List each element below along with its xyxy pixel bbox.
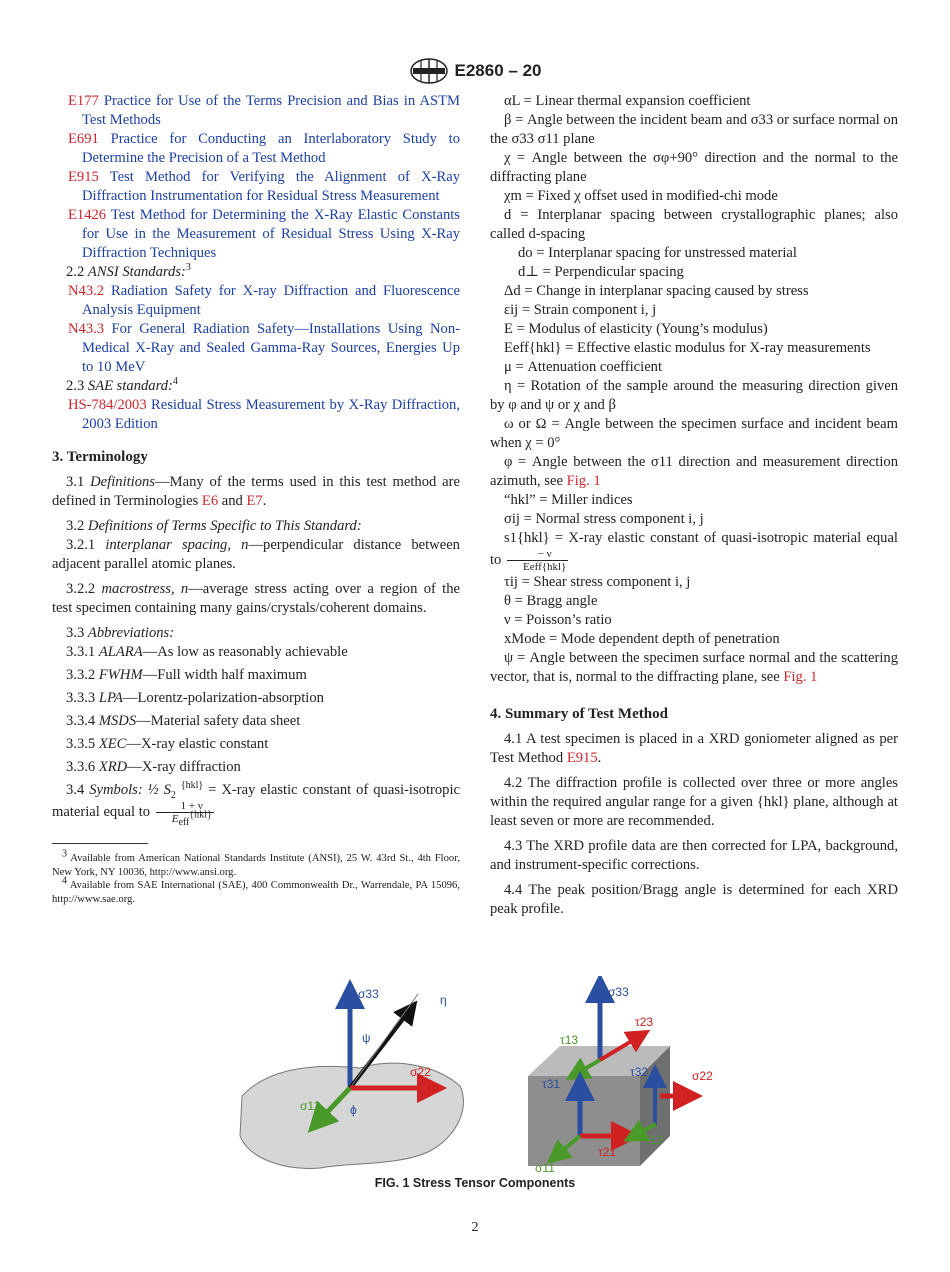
symbol-chi-m: χm = Fixed χ offset used in modified-chi mode	[504, 188, 778, 204]
symbol-omega: ω or Ω = Angle between the specimen surface and incident beam when χ = 0°	[490, 416, 898, 451]
symbol-delta-d: Δd = Change in interplanar spacing caused by stress	[504, 283, 809, 299]
abbrev-item: 3.3.2 FWHM—Full width half maximum	[66, 667, 307, 683]
label-t32: τ32	[630, 1065, 649, 1079]
symbol-chi: χ = Angle between the σφ+90° direction and the normal to the diffracting plane	[490, 150, 898, 185]
symbol-hkl: “hkl” = Miller indices	[504, 492, 633, 508]
symbol-alpha: αL = Linear thermal expansion coefficient	[504, 93, 751, 109]
section-4-3: 4.3 The XRD profile data are then corrected for LPA, background, and instrument-specific corrections.	[490, 838, 898, 873]
section-3-1: 3.1 Definitions—Many of the terms used in this test method are defined in Terminologies E6 and E7.	[52, 474, 460, 509]
link-e7[interactable]: E7	[246, 493, 263, 509]
footnote-3: $^3$ Available from American National Standards Institute (ANSI), 25 W. 43rd St., 4th Floor, New York, NY 10036, http://www.ansi.org.	[52, 848, 460, 878]
right-column	[490, 92, 898, 919]
section-4-1: 4.1 A test specimen is placed in a XRD goniometer aligned as per Test Method E915.	[490, 731, 898, 766]
astm-logo-icon	[409, 57, 449, 85]
symbol-tau: τij = Shear stress component i, j	[504, 574, 691, 590]
abbrev-item: 3.3.3 LPA—Lorentz-polarization-absorption	[66, 690, 324, 706]
symbol-d: d = Interplanar spacing between crystallographic planes; also called d-spacing	[490, 207, 898, 242]
label-phi: ϕ	[350, 1103, 357, 1117]
ref-n43-2[interactable]: N43.2 Radiation Safety for X-ray Diffraction and Fluorescence Analysis Equipment	[68, 283, 460, 318]
section-3-2: 3.2 Definitions of Terms Specific to This Standard:	[66, 518, 362, 534]
label-s11-right: σ11	[535, 1161, 555, 1175]
ref-hs-784[interactable]: HS-784/2003 Residual Stress Measurement by X-Ray Diffraction, 2003 Edition	[68, 397, 460, 432]
label-psi: ψ	[362, 1031, 371, 1045]
symbol-phi: φ = Angle between the σ11 direction and measurement direction azimuth, see Fig. 1	[490, 454, 898, 489]
stress-tensor-figure	[230, 976, 720, 1176]
label-eta: η	[440, 993, 447, 1007]
ref-n43-3[interactable]: N43.3 For General Radiation Safety—Installations Using Non-Medical X-Ray and Sealed Gamma-Ray Sources, Energies Up to 10 MeV	[68, 321, 460, 375]
sae-subheading: 2.3 SAE standard:$^4$	[66, 376, 178, 394]
summary-heading: 4. Summary of Test Method	[490, 706, 668, 722]
link-fig-1[interactable]: Fig. 1	[783, 669, 818, 685]
ref-e915[interactable]: E915 Test Method for Verifying the Alignment of X-Ray Diffraction Instrumentation for Residual Stress Measurement	[68, 169, 460, 204]
label-t12: τ12	[645, 1133, 664, 1147]
label-s22-right: σ22	[692, 1069, 713, 1083]
left-column	[52, 92, 460, 906]
symbol-mu: μ = Attenuation coefficient	[504, 359, 663, 375]
standard-designation: E2860 – 20	[454, 61, 542, 80]
label-t13: τ13	[560, 1033, 579, 1047]
ansi-subheading: 2.2 ANSI Standards:$^3$	[66, 262, 191, 280]
fraction: $\frac{- \nu}{\text{Eeff\{hkl\}}}$	[507, 548, 568, 573]
section-3-3: 3.3 Abbreviations:	[66, 625, 175, 641]
symbol-sigma: σij = Normal stress component i, j	[504, 511, 704, 527]
label-s11-left: σ11	[300, 1099, 320, 1113]
abbrev-item: 3.3.6 XRD—X-ray diffraction	[66, 759, 241, 775]
symbol-s1: s1{hkl} = X-ray elastic constant of quasi-isotropic material equal to $\frac{- \nu}{\text{Eeff\{hkl\}}}$	[490, 530, 898, 573]
link-e6[interactable]: E6	[201, 493, 219, 509]
ref-e1426[interactable]: E1426 Test Method for Determining the X-Ray Elastic Constants for Use in the Measurement of Residual Stress Using X-Ray Diffraction Techniques	[68, 207, 460, 261]
link-fig-1[interactable]: Fig. 1	[566, 473, 601, 489]
symbol-beta: β = Angle between the incident beam and σ33 or surface normal on the σ33 σ11 plane	[490, 112, 898, 147]
label-s33-left: σ33	[358, 987, 379, 1001]
abbrev-item: 3.3.1 ALARA—As low as reasonably achievable	[66, 644, 348, 660]
section-4-4: 4.4 The peak position/Bragg angle is determined for each XRD peak profile.	[490, 882, 898, 917]
link-e915[interactable]: E915	[566, 750, 598, 766]
page-header	[0, 57, 950, 85]
label-t23: τ23	[635, 1015, 654, 1029]
label-s33-right: σ33	[608, 985, 629, 999]
label-t21: τ21	[598, 1145, 617, 1159]
figure-caption: FIG. 1 Stress Tensor Components	[374, 1176, 576, 1190]
section-3-2-1: 3.2.1 interplanar spacing, n—perpendicular distance between adjacent parallel atomic planes.	[52, 537, 460, 572]
symbol-nu: ν = Poisson’s ratio	[504, 612, 612, 628]
symbol-e-eff: Eeff{hkl} = Effective elastic modulus for X-ray measurements	[504, 340, 871, 356]
symbol-d-o: do = Interplanar spacing for unstressed material	[518, 245, 797, 261]
section-3-2-2: 3.2.2 macrostress, n—average stress acting over a region of the test specimen containing many gains/crystals/coherent domains.	[52, 581, 460, 616]
section-4-2: 4.2 The diffraction profile is collected over three or more angles within the required angular range for a given {hkl} plane, although at least seven or more are recommended.	[490, 775, 898, 829]
symbol-psi: ψ = Angle between the specimen surface normal and the scattering vector, that is, normal to the diffracting plane, see Fig. 1	[490, 650, 898, 685]
symbol-theta: θ = Bragg angle	[504, 593, 598, 609]
abbrev-item: 3.3.5 XEC—X-ray elastic constant	[66, 736, 269, 752]
section-3-4: 3.4 Symbols: ½ $S_2$ $^{\{hkl\}}$ = X-ray elastic constant of quasi-isotropic material equal to $\frac{1 + \nu}{E_{eff}^{\{hkl\}}}$	[52, 780, 460, 829]
label-t31: τ31	[542, 1077, 561, 1091]
fraction: $\frac{1 + \nu}{E_{eff}^{\{hkl\}}}$	[156, 800, 214, 825]
symbol-epsilon: εij = Strain component i, j	[504, 302, 657, 318]
page-number: 2	[471, 1220, 479, 1235]
symbol-e: E = Modulus of elasticity (Young’s modulus)	[504, 321, 768, 337]
abbrev-item: 3.3.4 MSDS—Material safety data sheet	[66, 713, 301, 729]
ref-e691[interactable]: E691 Practice for Conducting an Interlaboratory Study to Determine the Precision of a Test Method	[68, 131, 460, 166]
ref-e177[interactable]: E177 Practice for Use of the Terms Precision and Bias in ASTM Test Methods	[68, 93, 460, 128]
label-s22-left: σ22	[410, 1065, 431, 1079]
footnote-divider	[52, 843, 148, 844]
symbol-d-perp: d⊥ = Perpendicular spacing	[518, 264, 684, 280]
footnote-4: $^4$ Available from SAE International (SAE), 400 Commonwealth Dr., Warrendale, PA 15096, http://www.sae.org.	[52, 875, 460, 905]
symbol-eta: η = Rotation of the sample around the measuring direction given by φ and ψ or χ and β	[490, 378, 898, 413]
terminology-heading: 3. Terminology	[52, 449, 148, 465]
symbol-x-mode: xMode = Mode dependent depth of penetration	[504, 631, 780, 647]
